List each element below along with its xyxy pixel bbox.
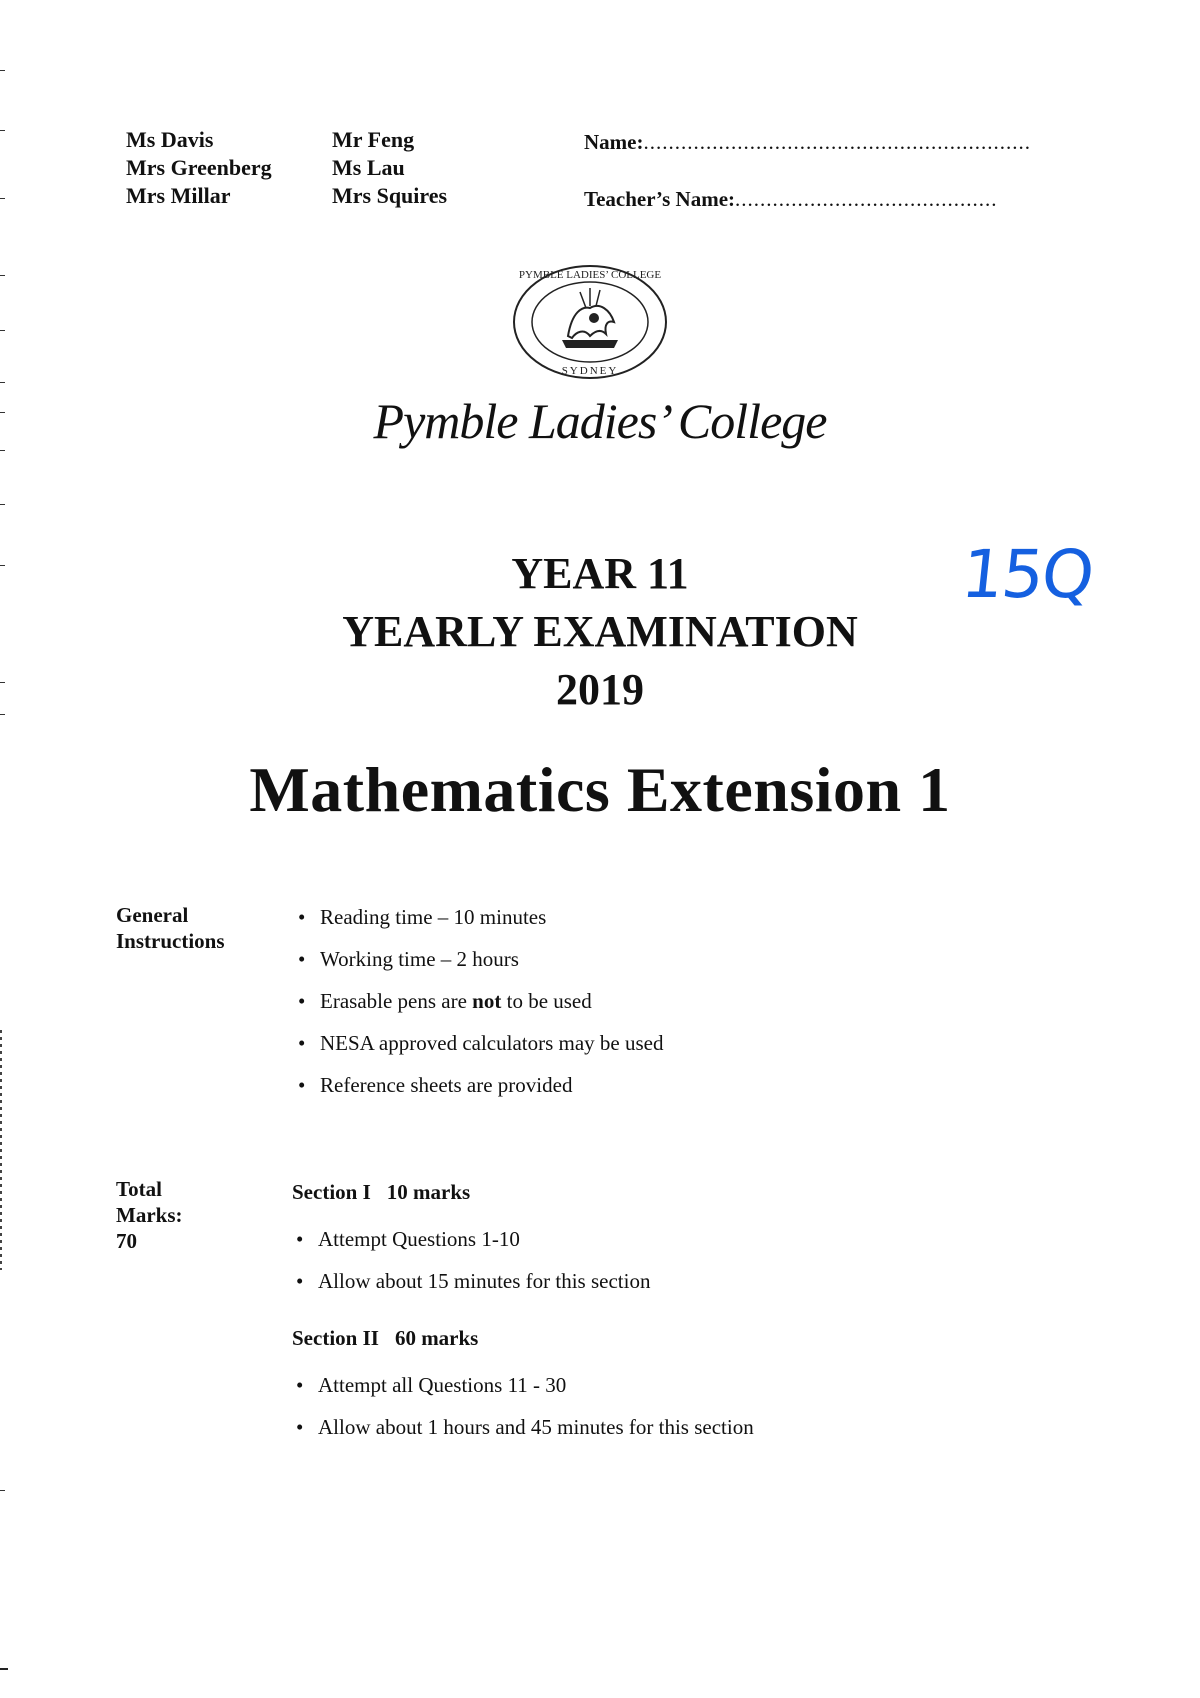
teacher-name-label: Teacher’s Name:	[584, 187, 736, 211]
section-name: Section II	[292, 1326, 379, 1350]
list-item	[294, 980, 664, 1022]
label-line: Total	[116, 1177, 162, 1201]
scan-artifact	[0, 198, 5, 199]
scan-artifact	[0, 1490, 5, 1491]
list-item: • Reading time – 10 minutes	[294, 896, 664, 938]
label-line: Instructions	[116, 929, 225, 953]
scan-artifact	[0, 330, 5, 331]
teacher-name: Ms Lau	[332, 155, 405, 180]
exam-title	[0, 545, 1200, 719]
list-item-emphasis: not	[472, 989, 502, 1013]
section-2-heading	[292, 1326, 478, 1351]
list-item: • Attempt all Questions 11 - 30	[292, 1364, 754, 1406]
student-name-label: Name:	[584, 130, 644, 154]
scan-artifact	[0, 382, 5, 383]
label-line: General	[116, 903, 189, 927]
scan-artifact	[0, 504, 5, 505]
scan-artifact	[0, 70, 5, 71]
list-item: • Working time – 2 hours	[294, 938, 664, 980]
college-wordmark: Pymble Ladies’ College	[373, 393, 827, 449]
list-item: • Reference sheets are provided	[294, 1064, 664, 1106]
scan-artifact	[0, 275, 5, 276]
scan-artifact-strip	[0, 1030, 2, 1270]
teacher-name: Mr Feng	[332, 127, 415, 152]
college-crest-logo	[510, 262, 670, 382]
total-marks-value: 70	[116, 1229, 137, 1253]
label-line: Marks:	[116, 1203, 183, 1227]
section-2-list	[292, 1364, 754, 1448]
teacher-name-dots: ..........................................	[735, 187, 998, 211]
teacher-name: Mrs Squires	[332, 183, 448, 208]
scan-artifact	[0, 450, 5, 451]
crest-bottom-text: SYDNEY	[561, 365, 619, 377]
section-marks: 60 marks	[394, 1326, 479, 1350]
total-marks-label	[116, 1176, 183, 1254]
list-item: • Allow about 1 hours and 45 minutes for this section	[292, 1406, 754, 1448]
list-item: • Allow about 15 minutes for this section	[292, 1260, 650, 1302]
teacher-name: Ms Davis	[126, 127, 214, 152]
general-instructions-label	[116, 902, 225, 954]
teacher-name-field[interactable]	[584, 187, 998, 212]
student-name-field[interactable]	[584, 130, 1031, 155]
handwritten-question-count: 15Q	[957, 536, 1096, 613]
scan-artifact	[0, 1668, 8, 1670]
list-item: • Attempt Questions 1-10	[292, 1218, 650, 1260]
general-instructions-list	[294, 896, 664, 1106]
crest-top-text: PYMBLE LADIES’ COLLEGE	[518, 269, 662, 281]
title-exam: YEARLY EXAMINATION	[342, 607, 858, 656]
section-1-list	[292, 1218, 650, 1302]
section-1-heading	[292, 1180, 470, 1205]
teacher-list-column-1	[126, 126, 272, 210]
student-name-dots: ..............................................................	[643, 130, 1031, 154]
title-date: 2019	[556, 665, 644, 714]
teacher-name: Mrs Greenberg	[126, 155, 272, 180]
section-name: Section I	[292, 1180, 371, 1204]
list-item: • NESA approved calculators may be used	[294, 1022, 664, 1064]
title-year: YEAR 11	[511, 549, 689, 598]
scan-artifact	[0, 130, 5, 131]
teacher-list-column-2	[332, 126, 447, 210]
section-marks: 10 marks	[386, 1180, 471, 1204]
list-item-text: to be used	[506, 989, 592, 1013]
list-item-text: Erasable pens are	[320, 989, 467, 1013]
teacher-name: Mrs Millar	[126, 183, 231, 208]
subject-title: Mathematics Extension 1	[249, 754, 951, 825]
